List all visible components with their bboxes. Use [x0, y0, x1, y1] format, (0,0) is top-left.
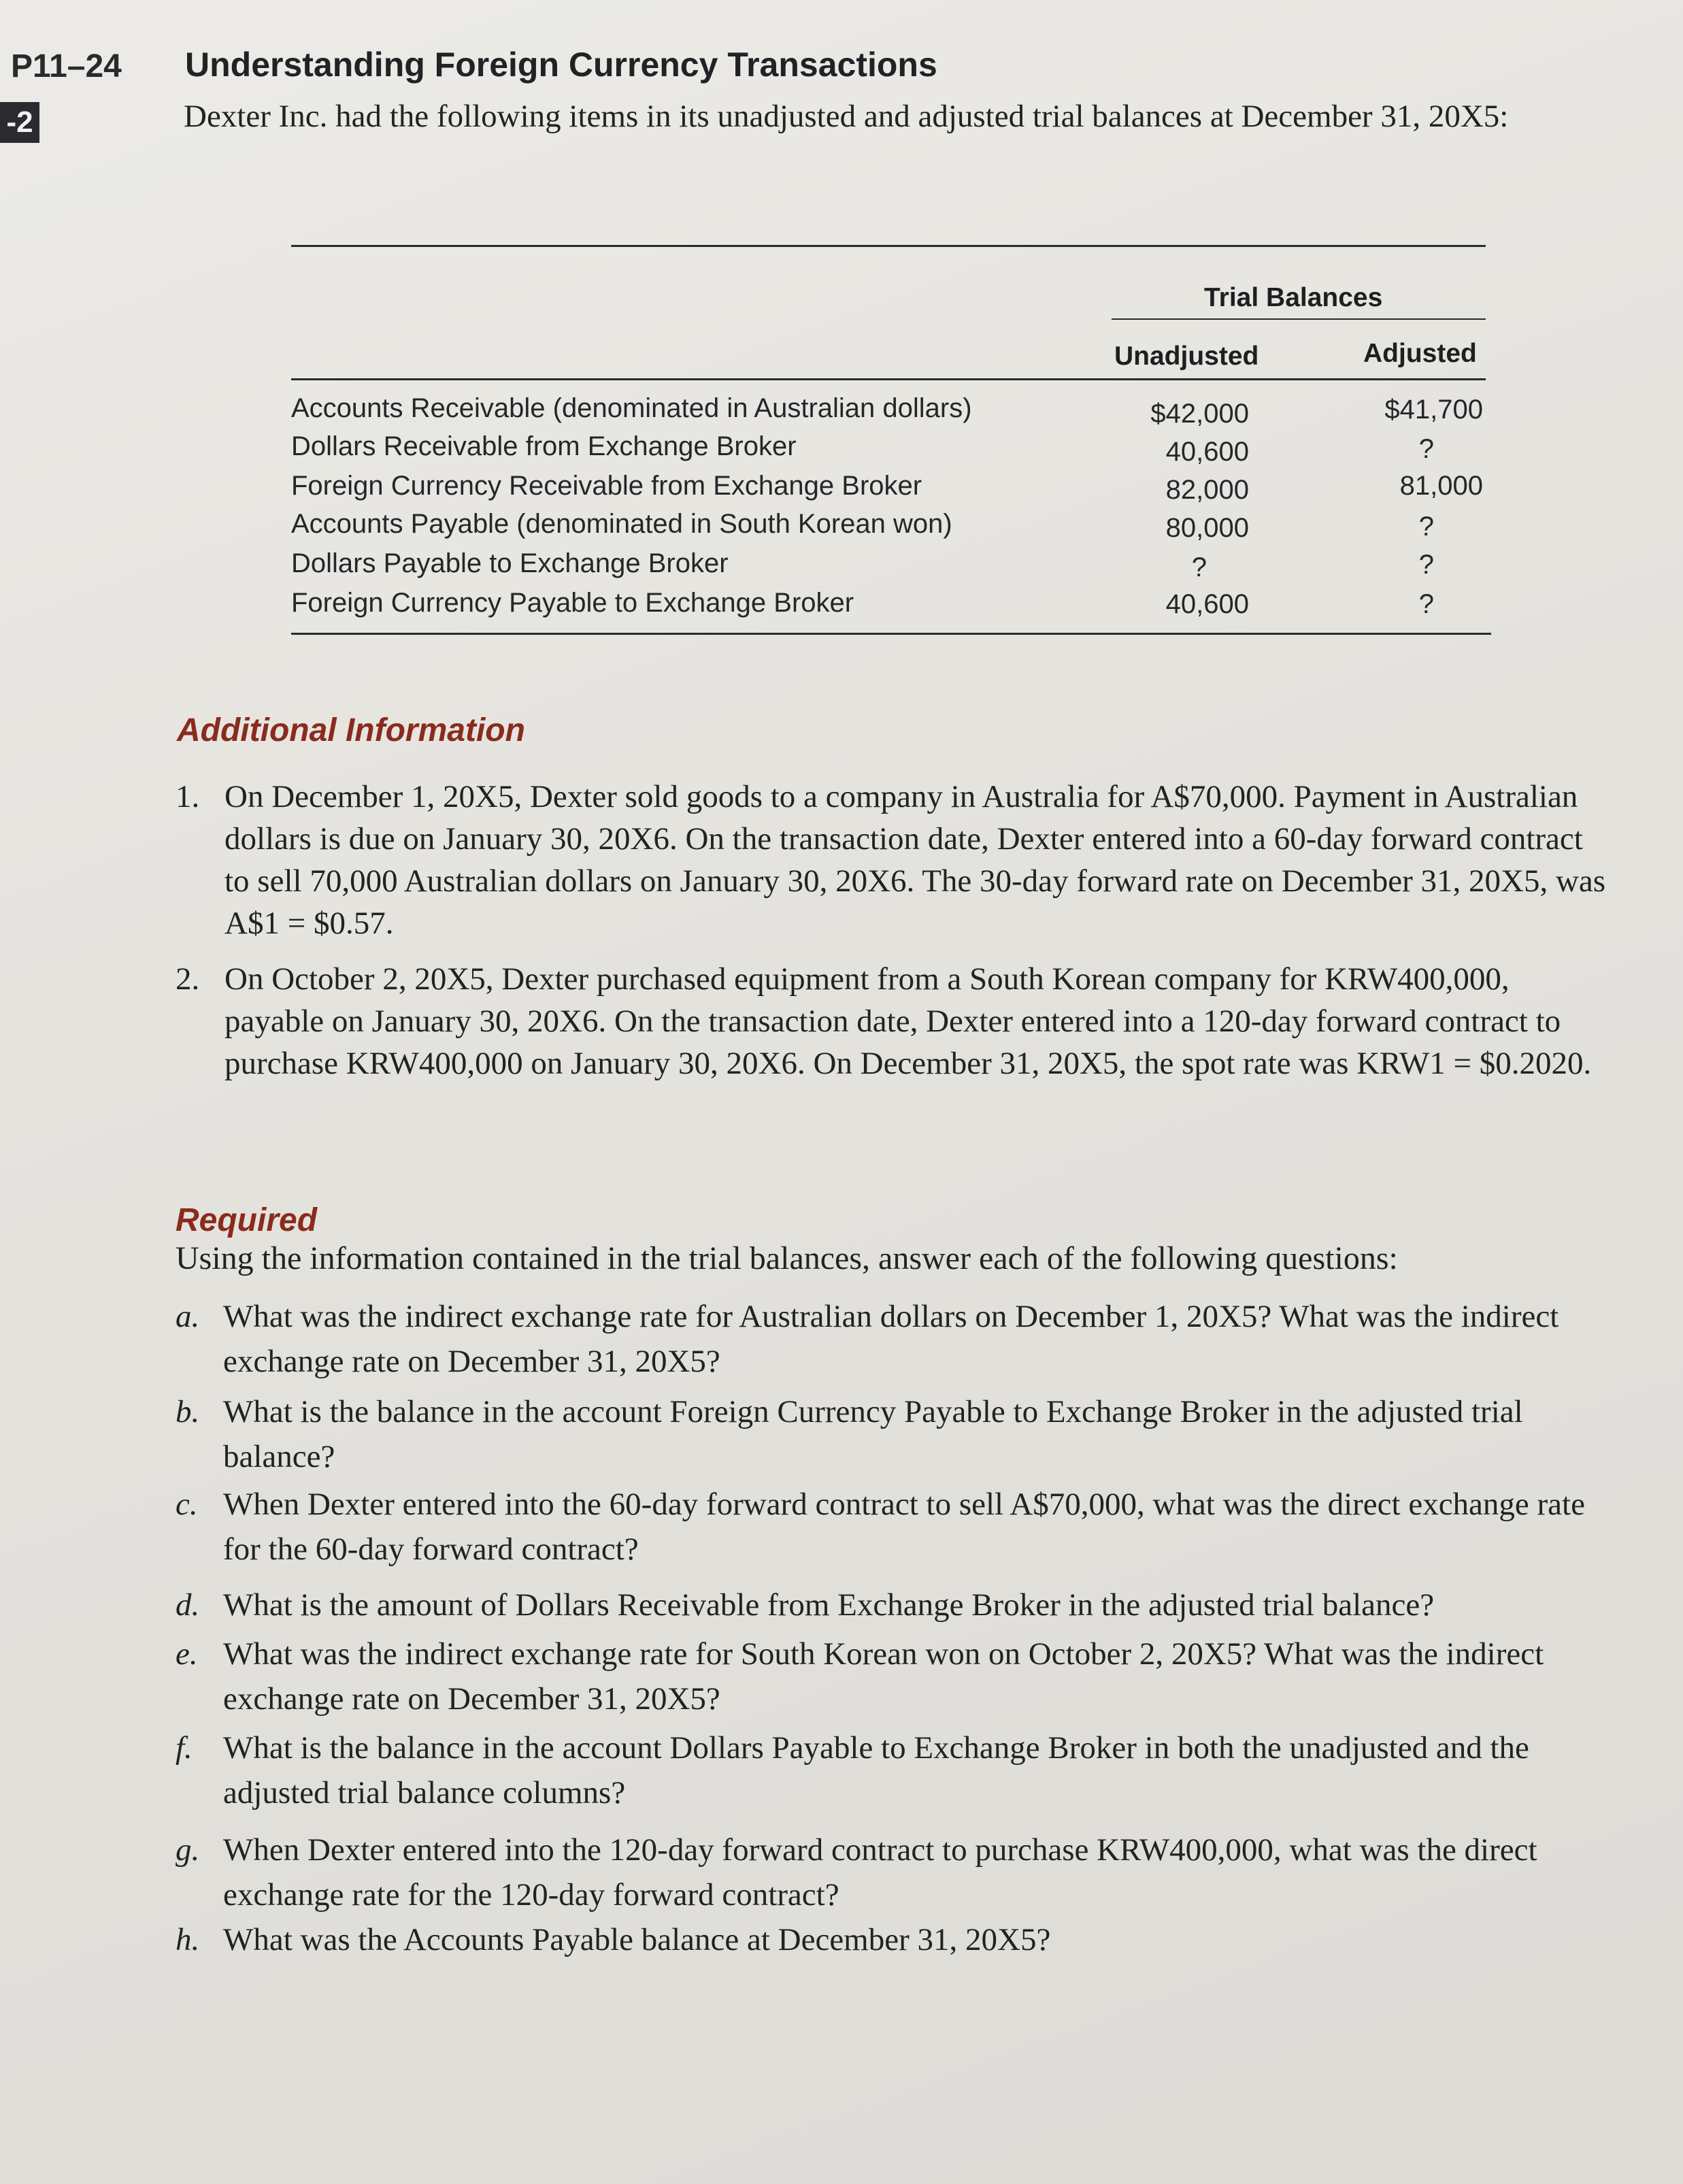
- table-cell-adjusted: $41,700: [1384, 395, 1483, 425]
- table-cell-adjusted: ?: [1418, 434, 1434, 464]
- question-letter: h.: [176, 1922, 200, 1957]
- table-cell-unadjusted: 40,600: [1165, 589, 1249, 619]
- required-intro: Using the information contained in the trial balances, answer each of the following questions:: [176, 1240, 1398, 1276]
- table-cell-adjusted: ?: [1418, 550, 1434, 580]
- question-text: What is the balance in the account Foreign Currency Payable to Exchange Broker in the adjusted trial balance?: [223, 1394, 1523, 1474]
- problem-intro: Dexter Inc. had the following items in its unadjusted and adjusted trial balances at December 31, 20X5:: [184, 99, 1509, 134]
- table-cell-unadjusted: ?: [1191, 552, 1207, 582]
- additional-info-item: [176, 958, 1611, 1085]
- table-cell-adjusted: ?: [1418, 512, 1434, 542]
- table-row-label: Dollars Receivable from Exchange Broker: [291, 431, 797, 461]
- question-text: What is the amount of Dollars Receivable from Exchange Broker in the adjusted trial balance?: [223, 1587, 1435, 1623]
- unadjusted-column-header: Unadjusted: [1114, 342, 1259, 371]
- table-cell-unadjusted: 40,600: [1165, 437, 1249, 467]
- question-text: What is the balance in the account Dollars Payable to Exchange Broker in both the unadjusted and the adjusted trial balance columns?: [223, 1730, 1529, 1810]
- question-item: [176, 1583, 1624, 1627]
- table-cell-adjusted: 81,000: [1399, 471, 1483, 501]
- required-heading: Required: [176, 1202, 318, 1238]
- trial-balances-header: Trial Balances: [1204, 283, 1383, 312]
- question-item: [176, 1294, 1624, 1384]
- table-top-rule: [291, 245, 1486, 247]
- question-item: [176, 1389, 1624, 1479]
- problem-number: P11–24: [11, 48, 122, 84]
- question-item: [176, 1827, 1624, 1917]
- table-cell-unadjusted: 80,000: [1165, 513, 1249, 543]
- question-letter: e.: [176, 1636, 198, 1672]
- question-item: [176, 1482, 1624, 1572]
- question-text: What was the Accounts Payable balance at December 31, 20X5?: [223, 1922, 1051, 1957]
- question-letter: g.: [176, 1832, 200, 1868]
- question-letter: b.: [176, 1394, 200, 1429]
- question-text: When Dexter entered into the 60-day forward contract to sell A$70,000, what was the direct exchange rate for the 60-day forward contract?: [223, 1487, 1585, 1567]
- learning-objective-tag: -2: [0, 102, 39, 143]
- table-row-label: Dollars Payable to Exchange Broker: [291, 548, 729, 578]
- header-bottom-rule: [291, 378, 1486, 380]
- table-cell-unadjusted: 82,000: [1165, 475, 1249, 505]
- question-letter: c.: [176, 1487, 198, 1522]
- question-item: [176, 1725, 1624, 1815]
- additional-info-item: [176, 776, 1611, 944]
- item-text: On December 1, 20X5, Dexter sold goods to a company in Australia for A$70,000. Payment in Australian dollars is due on January 30, 20X6. On the transaction date, Dexter entered into a 60-day forward contract to sell 70,000 Australian dollars on January 30, 20X6. The 30-day forward rate on December 31, 20X5, was A$1 = $0.57.: [224, 779, 1606, 941]
- question-text: What was the indirect exchange rate for South Korean won on October 2, 20X5? What was the indirect exchange rate on December 31, 20X5?: [223, 1636, 1544, 1717]
- question-item: [176, 1917, 1624, 1962]
- item-text: On October 2, 20X5, Dexter purchased equipment from a South Korean company for KRW400,000, payable on January 30, 20X6. On the transaction date, Dexter entered into a 120-day forward contract to purchase KRW400,000 on January 30, 20X6. On December 31, 20X5, the spot rate was KRW1 = $0.2020.: [224, 961, 1592, 1081]
- table-bottom-rule: [291, 633, 1491, 635]
- adjusted-column-header: Adjusted: [1363, 339, 1477, 368]
- table-row-label: Accounts Payable (denominated in South Korean won): [291, 509, 952, 539]
- group-header-rule: [1112, 318, 1486, 320]
- table-row-label: Foreign Currency Receivable from Exchange Broker: [291, 471, 922, 501]
- additional-info-heading: Additional Information: [177, 712, 525, 748]
- question-text: When Dexter entered into the 120-day forward contract to purchase KRW400,000, what was the direct exchange rate for the 120-day forward contract?: [223, 1832, 1537, 1913]
- problem-title: Understanding Foreign Currency Transactions: [185, 46, 937, 84]
- table-row-label: Foreign Currency Payable to Exchange Broker: [291, 588, 854, 618]
- question-letter: f.: [176, 1730, 193, 1766]
- table-cell-unadjusted: $42,000: [1150, 399, 1249, 429]
- item-number: 2.: [176, 961, 200, 997]
- item-number: 1.: [176, 779, 200, 814]
- question-text: What was the indirect exchange rate for Australian dollars on December 1, 20X5? What was the indirect exchange rate on December 31, 20X5?: [223, 1299, 1559, 1379]
- question-letter: a.: [176, 1299, 200, 1334]
- question-letter: d.: [176, 1587, 200, 1623]
- table-row-label: Accounts Receivable (denominated in Australian dollars): [291, 393, 972, 423]
- question-item: [176, 1632, 1624, 1721]
- table-cell-adjusted: ?: [1418, 589, 1434, 619]
